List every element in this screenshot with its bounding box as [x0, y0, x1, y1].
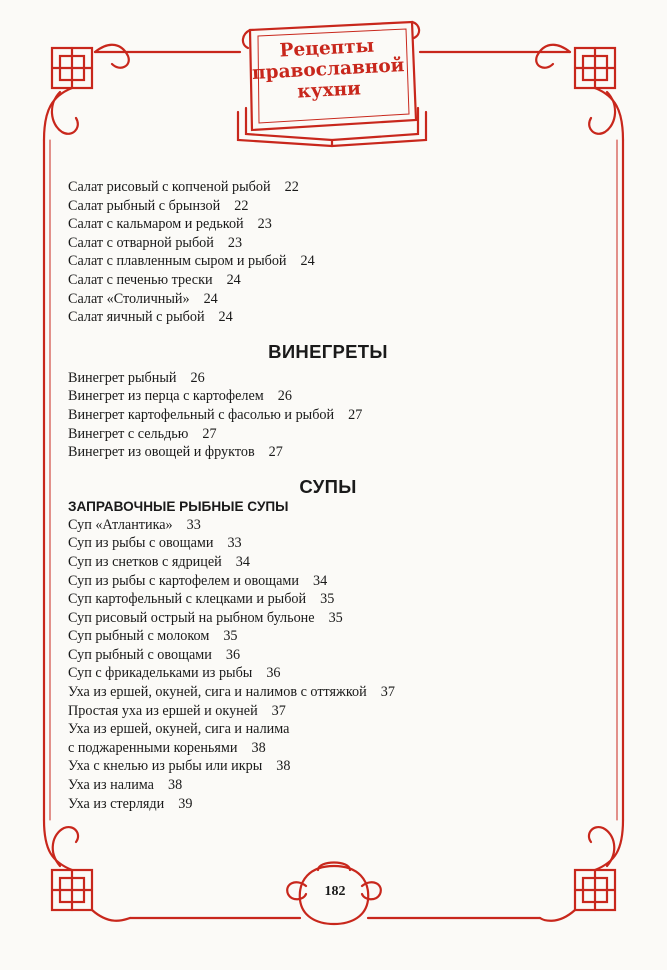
entry-title: Салат «Столичный»: [68, 290, 190, 307]
toc-entry: [68, 627, 588, 646]
entry-title: Салат с плавленным сыром и рыбой: [68, 253, 287, 270]
entry-page: 26: [190, 369, 205, 386]
subsection-heading: ЗАПРАВОЧНЫЕ РЫБНЫЕ СУПЫ: [68, 498, 289, 514]
entry-page: 33: [227, 535, 242, 552]
entry-title: Уха из стерляди: [68, 795, 165, 812]
toc-entry: [68, 516, 588, 535]
table-of-contents: [68, 178, 588, 813]
toc-entry: [68, 572, 588, 591]
toc-entry: [68, 795, 588, 814]
entry-title: Суп из снетков с ядрицей: [68, 553, 222, 570]
entry-title: Суп рисовый острый на рыбном бульоне: [68, 609, 315, 626]
section-heading-vinaigrettes: ВИНЕГРЕТЫ: [268, 340, 388, 362]
book-title-line: православной: [251, 55, 405, 84]
entry-title: Винегрет из овощей и фруктов: [68, 444, 255, 461]
entry-page: 22: [284, 179, 299, 195]
section-heading-soups: СУПЫ: [299, 475, 357, 497]
entry-title: Салат с отварной рыбой: [68, 234, 214, 251]
entry-title: Суп рыбный с овощами: [68, 646, 212, 663]
entry-title-line2: с поджаренными кореньями: [68, 739, 238, 756]
vinaigrettes-list: [68, 369, 588, 462]
toc-entry: [68, 290, 588, 309]
entry-title-line1: Уха из ершей, окуней, сига и налима: [68, 721, 290, 738]
entry-title: Винегрет рыбный: [68, 369, 177, 386]
toc-entry: [68, 406, 588, 425]
toc-entry: [68, 757, 588, 776]
entry-title: Салат с кальмаром и редькой: [68, 216, 244, 233]
top-right-knot-ornament: [536, 45, 623, 140]
entry-page: 24: [226, 271, 241, 288]
entry-title: Суп картофельный с клецками и рыбой: [68, 591, 307, 608]
toc-entry: [68, 702, 588, 721]
entry-page: 23: [227, 234, 243, 251]
entry-page: 35: [320, 591, 335, 608]
entry-page: 24: [218, 309, 233, 326]
entry-page: 24: [203, 290, 218, 307]
bottom-right-knot-ornament: [540, 820, 623, 921]
toc-entry: [68, 308, 588, 327]
entry-title: Салат яичный с рыбой: [68, 309, 205, 326]
bottom-left-knot-ornament: [44, 820, 130, 921]
toc-entry: [68, 387, 588, 406]
entry-page: 27: [268, 444, 283, 461]
entry-title: Салат рисовый с копченой рыбой: [68, 179, 271, 195]
soups-list: [68, 516, 588, 814]
toc-entry: [68, 590, 588, 609]
book-title-line: кухни: [296, 78, 362, 103]
entry-title: Уха с кнелью из рыбы или икры: [68, 758, 263, 775]
entry-title: Суп из рыбы с картофелем и овощами: [68, 572, 299, 589]
entry-page: 22: [234, 197, 249, 214]
toc-entry: [68, 271, 588, 290]
entry-page: 38: [276, 758, 291, 775]
toc-entry: [68, 534, 588, 553]
top-left-knot-ornament: [44, 45, 129, 140]
toc-entry: [68, 553, 588, 572]
entry-title: Суп с фрикадельками из рыбы: [68, 665, 253, 682]
toc-entry: [68, 215, 588, 234]
toc-entry: [68, 178, 588, 197]
entry-title: Салат с печенью трески: [68, 271, 213, 288]
entry-page: 34: [312, 572, 328, 589]
entry-page: 36: [225, 646, 241, 663]
toc-entry: [68, 234, 588, 253]
entry-page: 38: [167, 777, 183, 794]
entry-page: 35: [223, 628, 238, 645]
page-number: 182: [324, 884, 346, 899]
entry-page: 27: [348, 406, 363, 423]
salads-list: [68, 178, 588, 327]
book-title: [250, 34, 405, 105]
toc-entry: [68, 683, 588, 702]
entry-page: 39: [178, 795, 193, 812]
entry-title: Простая уха из ершей и окуней: [68, 702, 258, 719]
entry-page: 36: [266, 665, 281, 682]
entry-page: 33: [186, 516, 201, 533]
toc-entry: [68, 609, 588, 628]
toc-entry-wrapped: [68, 720, 588, 757]
entry-page: 37: [380, 684, 395, 701]
entry-title: Винегрет из перца с картофелем: [68, 388, 264, 405]
book-ornament: [238, 108, 426, 146]
toc-entry: [68, 197, 588, 216]
entry-title: Уха из ершей, окуней, сига и налимов с оттяжкой: [68, 684, 367, 701]
entry-title: Суп из рыбы с овощами: [68, 535, 214, 552]
entry-page: 27: [202, 425, 217, 442]
entry-page: 34: [235, 553, 250, 570]
book-title-line: Рецепты: [279, 35, 375, 62]
entry-title: Салат рыбный с брынзой: [68, 197, 221, 214]
toc-entry: [68, 443, 588, 462]
entry-page: 23: [257, 216, 272, 233]
toc-entry: [68, 425, 588, 444]
toc-entry: [68, 369, 588, 388]
entry-title: Винегрет картофельный с фасолью и рыбой: [68, 406, 335, 423]
entry-title: Суп «Атлантика»: [68, 516, 173, 533]
entry-title: Суп рыбный с молоком: [68, 628, 210, 645]
entry-page: 24: [300, 253, 315, 270]
entry-title: Уха из налима: [68, 777, 154, 794]
toc-entry: [68, 252, 588, 271]
entry-page: 26: [277, 388, 292, 405]
toc-entry: [68, 664, 588, 683]
toc-entry: [68, 646, 588, 665]
entry-title: Винегрет с сельдью: [68, 425, 189, 442]
toc-entry: [68, 776, 588, 795]
entry-page: 37: [271, 702, 286, 719]
entry-page: 38: [251, 739, 266, 756]
entry-page: 35: [328, 609, 343, 626]
